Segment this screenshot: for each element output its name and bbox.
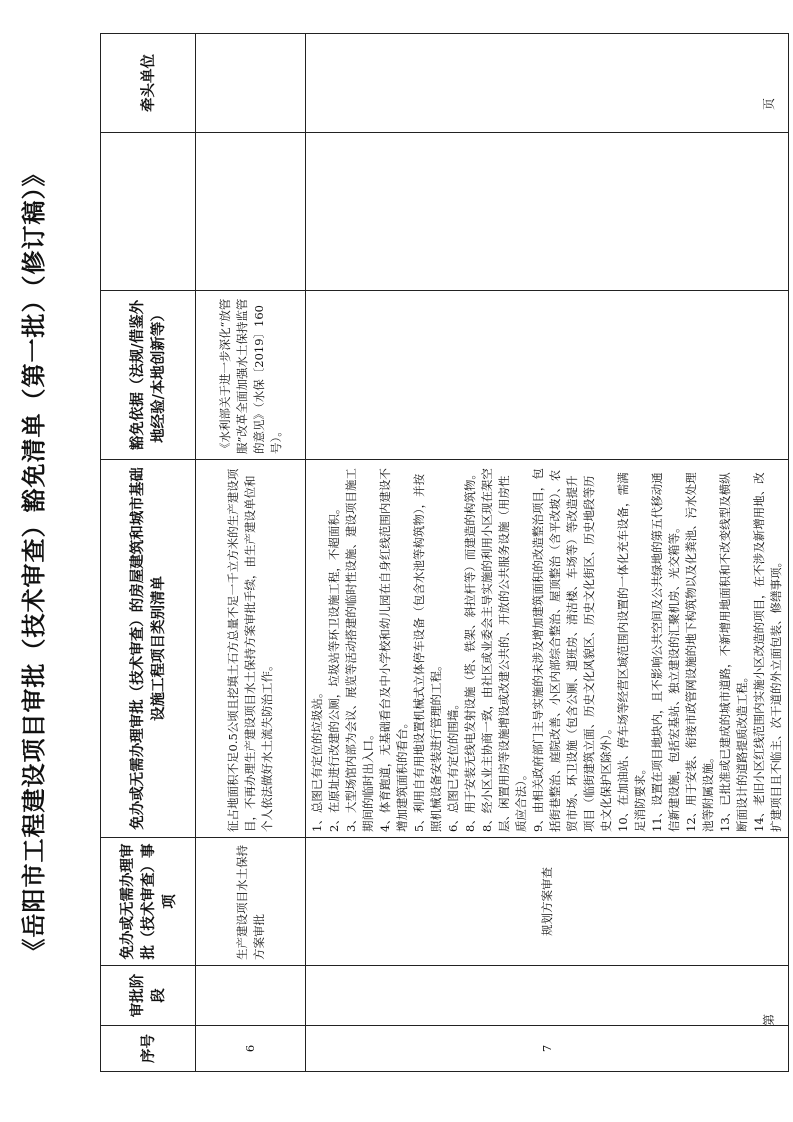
document-title: 《岳阳市工程建设项目审批（技术审查）豁免清单（第一批）（修订稿）》 <box>19 161 48 963</box>
exemption-table <box>100 33 789 1072</box>
row-blank <box>306 133 789 291</box>
list-item: 13、已批准或已建成的城市道路，不新增用地面积和不改变线型及横纵断面设计的道路提质改造工程。 <box>718 472 749 832</box>
list-item: 9、由相关政府部门主导实施的未涉及增加建筑面积的改造整治项目，包括街巷整治、庭院改善、小区内部综合整治、屋顶整治（含平改坡）、农贸市场、环卫设施（包含公厕、道班房、清洁楼、车场等）等改造提升项目（临街建筑立面、历史文化风貌区、历史文化街区、历史地段等历史文化保护区除外）。 <box>531 468 613 832</box>
row-basis: 《水利部关于进一步深化“放管服”改革全面加强水土保持监管的意见》（水保〔2019〕160号）。 <box>196 291 306 460</box>
table-header-row <box>101 34 196 1072</box>
list-item: 6、总图已有定位的围墙。 <box>446 698 460 832</box>
row-list: 征占地面积不足0.5公顷且挖填土石方总量不足一千立方米的生产建设项目，不再办理生产建设项目水土保持方案审批手续，由生产建设单位和个人依法做好水土流失防治工作。 <box>196 460 306 838</box>
row-basis <box>306 291 789 460</box>
table-row <box>306 34 789 1072</box>
header-lead: 牵头单位 <box>101 34 196 133</box>
row-lead <box>196 34 306 133</box>
row-list <box>306 460 789 838</box>
list-item: 10、在加油站、停车场等经营区域范围内设置的一体化充车设备，需满足消防要求。 <box>616 472 647 832</box>
header-seq: 序号 <box>101 1026 196 1072</box>
list-item: 14、老旧小区红线范围内实施小区改造的项目，在不涉及新增用地、改扩建项目且不临主、次干道的外立面包装、修缮事项。 <box>752 472 783 832</box>
list-item: 5、利用自有用地设置机械式立体停车设备（包含水池等构筑物），并按照机械设备安装进行管理的工程。 <box>412 473 443 832</box>
row-lead <box>306 34 789 133</box>
header-list: 免办或无需办理审批（技术审查）的房屋建筑和城市基础设施工程项目类别清单 <box>101 460 196 838</box>
row-item: 规划方案审查 <box>306 838 789 966</box>
list-item: 8、经小区业主协商一致，由社区或业委会主导实施的利用小区现在架空层、闲置用房等设施增设或改建公共的、开放的公共服务设施（用房性质应合法）。 <box>480 468 528 832</box>
page-footer-right: 页 <box>762 97 776 110</box>
list-item: 11、设置在项目地块内，且不影响公共空间及公共绿地的第五代移动通信新建设施，包括宏基站、独立建设的汇聚机房、光交箱等。 <box>650 472 681 832</box>
row-stage <box>196 966 306 1026</box>
list-item: 1、总图已有定位的垃圾站。 <box>310 686 324 832</box>
list-item: 3、大型场馆内部为会议、展览等活动搭建的临时性设施、建设项目施工期间的临时出入口。 <box>344 468 375 832</box>
row-blank <box>196 133 306 291</box>
page-footer-left: 第 <box>762 1013 776 1026</box>
header-item: 免办或无需办理审批（技术审查）事项 <box>101 838 196 966</box>
header-blank <box>101 133 196 291</box>
header-stage: 审批阶段 <box>101 966 196 1026</box>
row-item: 生产建设项目水土保持方案审批 <box>196 838 306 966</box>
row-seq: 6 <box>196 1026 306 1072</box>
table-row <box>196 34 306 1072</box>
list-item: 8、用于安装无线电发射设施（塔、铁架、斜拉杆等）而建造的构筑物。 <box>463 468 477 832</box>
list-item: 2、在原址进行改建的公厕，垃圾站等环卫设施工程，不超面积。 <box>327 502 341 832</box>
header-basis: 豁免依据（法规/借鉴外地经验/本地创新等） <box>101 291 196 460</box>
list-item: 4、体育跑道，无基础看台及中小学校和幼儿园在自身红线范围内建设不增加建筑面积的看台。 <box>378 468 409 832</box>
row-stage <box>306 966 789 1026</box>
row-seq: 7 <box>306 1026 789 1072</box>
list-item: 12、用于安装、衔接市政管网设施的地下构筑物以及化粪池、污水处理池等附属设施。 <box>684 472 715 832</box>
